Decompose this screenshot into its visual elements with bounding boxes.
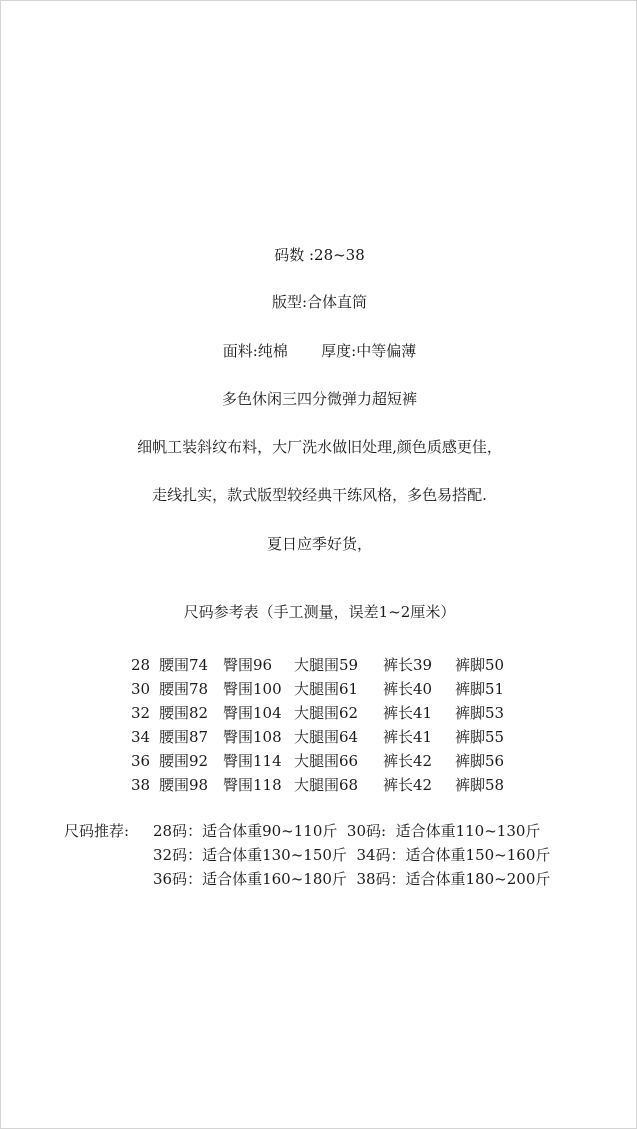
waist-cell: 腰围98 [159,776,209,794]
hem-cell: 裤脚55 [455,728,505,746]
product-title: 多色休闲三四分微弹力超短裤 [221,390,417,408]
fit-line: 版型:合体直筒 [271,293,368,311]
length-cell: 裤长40 [383,680,433,698]
thigh-cell: 大腿围66 [294,752,359,770]
thigh-cell: 大腿围59 [294,656,359,674]
table-row [131,653,515,677]
thigh-cell: 大腿围61 [294,680,359,698]
size-chart-table [131,653,515,797]
size-recommend-label: 尺码推荐: [64,822,130,840]
size-cell: 38 [131,776,151,794]
waist-cell: 腰围92 [159,752,209,770]
waist-cell: 腰围74 [159,656,209,674]
waist-cell: 腰围82 [159,704,209,722]
thigh-cell: 大腿围64 [294,728,359,746]
hem-cell: 裤脚50 [455,656,505,674]
description-line-2: 走线扎实，款式版型较经典干练风格，多色易搭配. [152,486,487,504]
length-cell: 裤长42 [383,776,433,794]
length-cell: 裤长39 [383,656,433,674]
thigh-cell: 大腿围62 [294,704,359,722]
table-row [131,701,515,725]
table-row [131,725,515,749]
table-row [131,749,515,773]
table-row [131,773,515,797]
size-cell: 30 [131,680,151,698]
length-cell: 裤长41 [383,728,433,746]
waist-cell: 腰围87 [159,728,209,746]
table-row [131,677,515,701]
length-cell: 裤长42 [383,752,433,770]
hip-cell: 臀围104 [223,704,282,722]
size-recommend-row: 28码：适合体重90~110斤 30码: 适合体重110~130斤 [153,822,541,840]
size-cell: 28 [131,656,151,674]
hip-cell: 臀围108 [223,728,282,746]
size-cell: 32 [131,704,151,722]
size-recommend-row: 36码：适合体重160~180斤 38码：适合体重180~200斤 [153,870,551,888]
thigh-cell: 大腿围68 [294,776,359,794]
description-line-3: 夏日应季好货， [266,535,372,553]
hem-cell: 裤脚51 [455,680,505,698]
size-chart-title: 尺码参考表（手工测量，误差1~2厘米） [183,603,456,621]
description-line-1: 细帆工装斜纹布料，大厂洗水做旧处理,颜色质感更佳， [137,438,502,456]
size-cell: 36 [131,752,151,770]
hip-cell: 臀围114 [223,752,282,770]
hip-cell: 臀围96 [223,656,273,674]
length-cell: 裤长41 [383,704,433,722]
hem-cell: 裤脚53 [455,704,505,722]
size-range-line: 码数 :28~38 [274,246,365,264]
size-recommend-row: 32码：适合体重130~150斤 34码：适合体重150~160斤 [153,846,551,864]
fabric-thickness-line: 面料:纯棉 厚度:中等偏薄 [222,342,417,360]
hip-cell: 臀围100 [223,680,282,698]
hem-cell: 裤脚58 [455,776,505,794]
hem-cell: 裤脚56 [455,752,505,770]
hip-cell: 臀围118 [223,776,282,794]
waist-cell: 腰围78 [159,680,209,698]
size-cell: 34 [131,728,151,746]
